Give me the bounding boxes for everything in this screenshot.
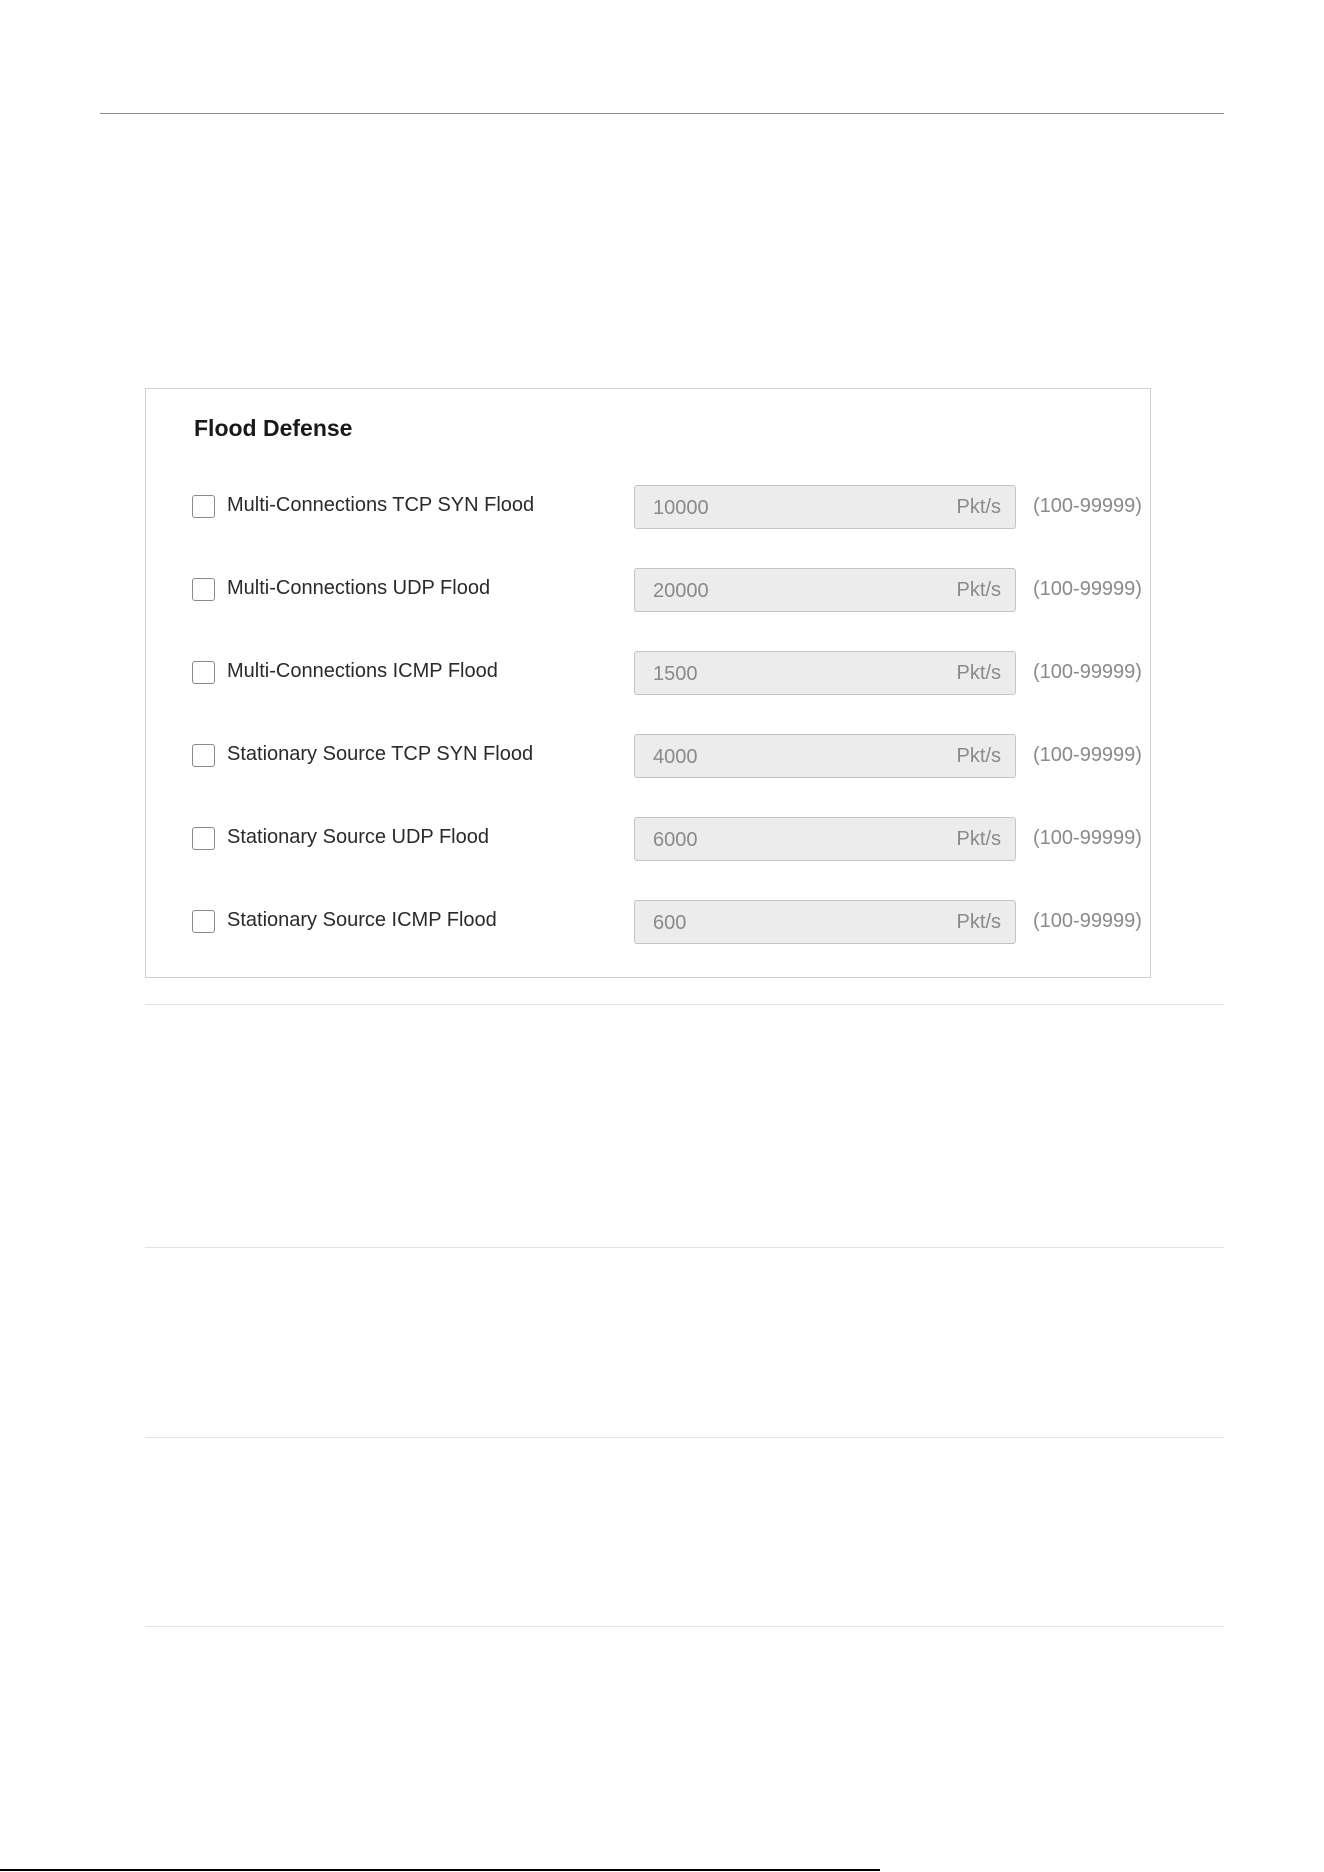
range-hint: (100-99999): [1033, 744, 1142, 766]
stationary-icmp-threshold-input[interactable]: [634, 900, 1016, 944]
unit-label: Pkt/s: [956, 662, 1001, 684]
multi-tcp-syn-label: Multi-Connections TCP SYN Flood: [227, 494, 535, 516]
stationary-udp-threshold-input[interactable]: [634, 817, 1016, 861]
multi-icmp-threshold-input[interactable]: [634, 651, 1016, 695]
stationary-udp-checkbox[interactable]: [192, 827, 215, 850]
section-divider: [145, 1626, 1224, 1627]
threshold-value: 10000: [653, 497, 709, 519]
multi-udp-checkbox[interactable]: [192, 578, 215, 601]
flood-defense-panel: [145, 388, 1151, 978]
multi-udp-label: Multi-Connections UDP Flood: [227, 577, 491, 599]
section-divider: [145, 1004, 1224, 1005]
stationary-tcp-syn-checkbox[interactable]: [192, 744, 215, 767]
threshold-value: 1500: [653, 663, 698, 685]
unit-label: Pkt/s: [956, 911, 1001, 933]
flood-row-stationary-udp: [192, 817, 1142, 861]
unit-label: Pkt/s: [956, 496, 1001, 518]
stationary-tcp-syn-label: Stationary Source TCP SYN Flood: [227, 743, 534, 765]
multi-tcp-syn-threshold-input[interactable]: [634, 485, 1016, 529]
stationary-icmp-checkbox[interactable]: [192, 910, 215, 933]
range-hint: (100-99999): [1033, 578, 1142, 600]
section-divider: [145, 1247, 1224, 1248]
panel-title: Flood Defense: [194, 415, 353, 441]
range-hint: (100-99999): [1033, 910, 1142, 932]
unit-label: Pkt/s: [956, 579, 1001, 601]
multi-udp-threshold-input[interactable]: [634, 568, 1016, 612]
footer-rule: [0, 1869, 880, 1871]
stationary-icmp-label: Stationary Source ICMP Flood: [227, 909, 497, 931]
range-hint: (100-99999): [1033, 661, 1142, 683]
flood-row-stationary-tcp-syn: [192, 734, 1142, 778]
header-rule: [100, 113, 1224, 114]
multi-icmp-label: Multi-Connections ICMP Flood: [227, 660, 498, 682]
flood-row-multi-icmp: [192, 651, 1142, 695]
range-hint: (100-99999): [1033, 827, 1142, 849]
stationary-tcp-syn-threshold-input[interactable]: [634, 734, 1016, 778]
flood-row-stationary-icmp: [192, 900, 1142, 944]
unit-label: Pkt/s: [956, 828, 1001, 850]
stationary-udp-label: Stationary Source UDP Flood: [227, 826, 489, 848]
range-hint: (100-99999): [1033, 495, 1142, 517]
unit-label: Pkt/s: [956, 745, 1001, 767]
flood-row-multi-udp: [192, 568, 1142, 612]
threshold-value: 600: [653, 912, 687, 934]
section-divider: [145, 1437, 1224, 1438]
threshold-value: 4000: [653, 746, 698, 768]
flood-row-multi-tcp-syn: [192, 485, 1142, 529]
multi-tcp-syn-checkbox[interactable]: [192, 495, 215, 518]
threshold-value: 6000: [653, 829, 698, 851]
multi-icmp-checkbox[interactable]: [192, 661, 215, 684]
threshold-value: 20000: [653, 580, 709, 602]
